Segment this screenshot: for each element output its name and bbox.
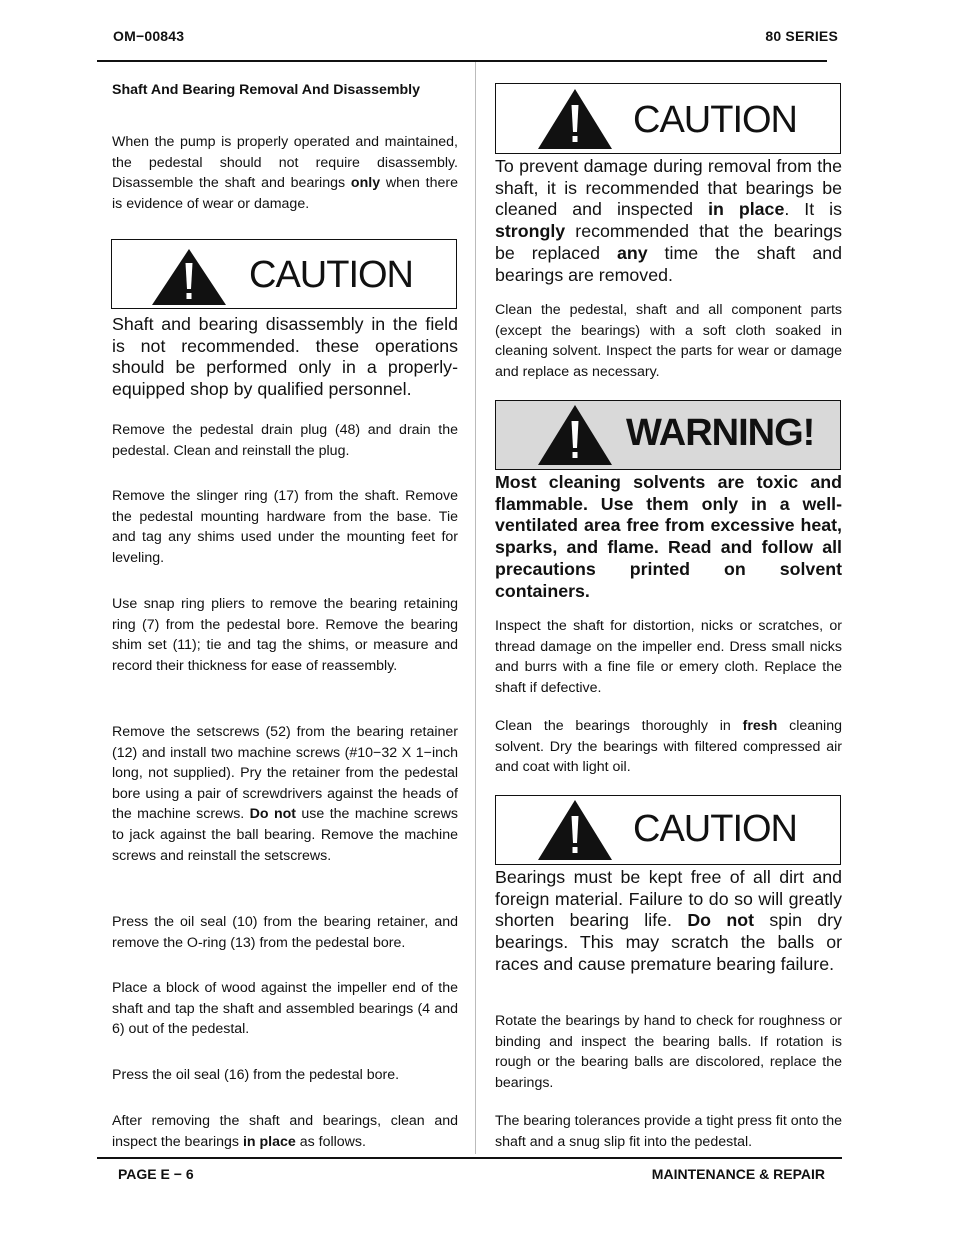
paragraph-snap-ring: Use snap ring pliers to remove the bearing retaining ring (7) from the pedestal bore. Remove the bearing shim set (11); tie and tag the shims, or measure and record their thickness for ease of reassembly. xyxy=(112,596,458,674)
paragraph-wood-block: Place a block of wood against the impeller end of the shaft and tap the shaft and assembled bearings (4 and 6) out of the pedestal. xyxy=(112,980,458,1038)
section-label: MAINTENANCE & REPAIR xyxy=(651,1166,825,1182)
warning-message: Most cleaning solvents are toxic and flammable. Use them only in a well-ventilated area free from excessive heat, sparks, and flame. Read and follow all precautions printed on solvent containers. xyxy=(495,472,842,601)
warning-label: WARNING! xyxy=(626,412,815,454)
paragraph-drain-plug: Remove the pedestal drain plug (48) and drain the pedestal. Clean and reinstall the plug. xyxy=(112,422,458,459)
warning-triangle-icon xyxy=(538,405,612,465)
caution-triangle-icon xyxy=(538,89,612,149)
intro-paragraph: When the pump is properly operated and maintained, the pedestal should not require disassembly. Disassemble the shaft and bearings only when there is evidence of wear or damage. xyxy=(112,134,458,212)
paragraph-bearing-tolerances: The bearing tolerances provide a tight press fit onto the shaft and a snug slip fit into the pedestal. xyxy=(495,1113,843,1150)
page-number: PAGE E − 6 xyxy=(118,1166,194,1182)
column-divider xyxy=(475,62,476,1154)
paragraph-oil-seal-16: Press the oil seal (16) from the pedestal bore. xyxy=(112,1067,400,1083)
paragraph-oil-seal: Press the oil seal (10) from the bearing retainer, and remove the O-ring (13) from the pedestal bore. xyxy=(112,914,458,951)
paragraph-clean-bearings: Clean the bearings thoroughly in fresh cleaning solvent. Dry the bearings with filtered compressed air and coat with light oil. xyxy=(495,718,842,776)
warning-box xyxy=(495,400,841,470)
caution-message-dirt: Bearings must be kept free of all dirt and foreign material. Failure to do so will greatly shorten bearing life. Do not spin dry bearings. This may scratch the balls or races and cause premature bearing failure. xyxy=(495,867,842,974)
footer-rule xyxy=(97,1157,842,1159)
caution-box-right-bottom xyxy=(495,795,841,865)
header-rule xyxy=(97,60,827,62)
paragraph-setscrews: Remove the setscrews (52) from the bearing retainer (12) and install two machine screws (#10−32 X 1−inch long, not supplied). Pry the retainer from the pedestal bore using a pair of screwdrivers against the heads of the machine screws. Do not use the machine screws to jack against the ball bearing. Remove the machine screws and reinstall the setscrews. xyxy=(112,724,458,864)
caution-label: CAUTION xyxy=(633,808,797,850)
caution-triangle-icon xyxy=(152,249,226,305)
caution-triangle-icon xyxy=(538,800,612,860)
caution-box-left xyxy=(111,239,457,309)
caution-message: Shaft and bearing disassembly in the field is not recommended. these operations should be performed only in a properly-equipped shop by qualified personnel. xyxy=(112,314,458,400)
paragraph-slinger-ring: Remove the slinger ring (17) from the shaft. Remove the pedestal mounting hardware from the base. Tie and tag any shims used under the mounting feet for leveling. xyxy=(112,488,458,566)
caution-label: CAUTION xyxy=(633,99,797,141)
caution-label: CAUTION xyxy=(249,254,413,296)
paragraph-rotate-bearings: Rotate the bearings by hand to check for roughness or binding and inspect the bearing balls. If rotation is rough or the bearing balls are discolored, replace the bearings. xyxy=(495,1013,842,1091)
paragraph-clean-parts: Clean the pedestal, shaft and all component parts (except the bearings) with a soft cloth soaked in cleaning solvent. Inspect the parts for wear or damage and replace as necessary. xyxy=(495,302,842,380)
series-label: 80 SERIES xyxy=(765,28,838,44)
paragraph-after-removal: After removing the shaft and bearings, clean and inspect the bearings in place as follows. xyxy=(112,1113,458,1150)
caution-message-bearings-in-place: To prevent damage during removal from the shaft, it is recommended that bearings be cleaned and inspected in place. It is strongly recommended that the bearings be replaced any time the shaft and bearings are removed. xyxy=(495,156,842,285)
caution-box-right-top xyxy=(495,83,841,154)
document-id: OM−00843 xyxy=(113,28,185,44)
paragraph-inspect-shaft: Inspect the shaft for distortion, nicks or scratches, or thread damage on the impeller end. Dress small nicks and burrs with a fine file or emery cloth. Replace the shaft if defective. xyxy=(495,618,842,696)
section-heading: Shaft And Bearing Removal And Disassembly xyxy=(112,82,420,98)
